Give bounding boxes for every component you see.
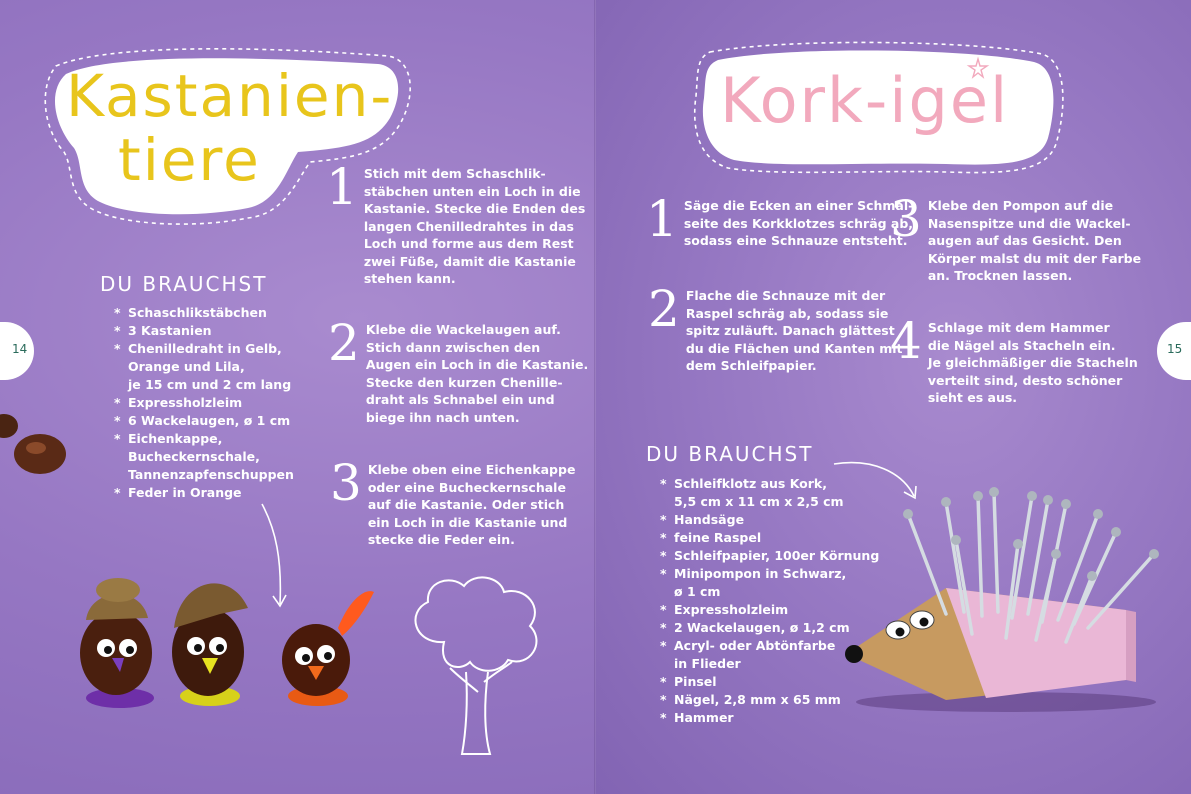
step-number: 1 (646, 190, 678, 248)
materials-heading-left: DU BRAUCHST (100, 272, 268, 296)
page-number-tab-right (1157, 322, 1191, 380)
step-text: Säge die Ecken an einer Schmal- seite des Korkklotzes schräg ab, sodass eine Schnauze entsteht. (683, 198, 914, 248)
left-page (0, 0, 595, 794)
list-item-continued: Bucheckernschale, (128, 449, 260, 464)
step-right-2 (648, 280, 903, 375)
page-number-right: 15 (1167, 342, 1183, 356)
list-item-continued: in Flieder (674, 656, 741, 671)
step-right-1 (646, 190, 914, 250)
list-item: * Feder in Orange (114, 484, 314, 502)
cork-hedgehog-photo (836, 484, 1166, 714)
list-item: * Acryl- oder Abtönfarbe (660, 637, 880, 655)
step-left-2 (328, 314, 589, 426)
step-text: Klebe den Pompon auf die Nasenspitze und die Wackel- augen auf das Gesicht. Den Körper malst du mit der Farbe an. Trocknen lassen. (927, 198, 1142, 283)
title-left-line2: tiere (118, 126, 261, 194)
list-item: * Hammer (660, 709, 880, 727)
list-item-continued: 5,5 cm x 11 cm x 2,5 cm (674, 494, 844, 509)
star-doodle (968, 58, 988, 78)
title-left-line1: Kastanien- (66, 62, 394, 130)
right-page (596, 0, 1191, 794)
step-text: Klebe die Wackelaugen auf. Stich dann zwischen den Augen ein Loch in die Kastanie. Stecke den kurzen Chenille- draht als Schnabel ein und biege ihn nach unten. (365, 322, 589, 425)
step-right-4 (890, 312, 1138, 407)
chestnut-photo-background (0, 410, 70, 480)
list-item: * 3 Kastanien (114, 322, 314, 340)
list-item: * Schleifklotz aus Kork, (660, 475, 880, 493)
list-item: * Nägel, 2,8 mm x 65 mm (660, 691, 880, 709)
step-number: 1 (326, 158, 358, 216)
step-number: 3 (330, 454, 362, 512)
list-item-continued: je 15 cm und 2 cm lang (128, 377, 292, 392)
step-number: 2 (648, 280, 680, 338)
list-item-continued: Tannenzapfenschuppen (128, 467, 294, 482)
list-item: * Schaschlikstäbchen (114, 304, 314, 322)
list-item: * Expressholzleim (660, 601, 880, 619)
list-item: * Eichenkappe, (114, 430, 314, 448)
step-text: Klebe oben eine Eichenkappe oder eine Bucheckernschale auf die Kastanie. Oder stich ein Loch in die Kastanie und stecke die Feder ein. (367, 462, 576, 547)
step-right-3 (890, 190, 1142, 285)
list-item-continued: ø 1 cm (674, 584, 721, 599)
list-item: * 6 Wackelaugen, ø 1 cm (114, 412, 314, 430)
list-item: * Chenilledraht in Gelb, (114, 340, 314, 358)
list-item: * feine Raspel (660, 529, 880, 547)
list-item: * Minipompon in Schwarz, (660, 565, 880, 583)
list-item-continued: Orange und Lila, (128, 359, 245, 374)
page-number-tab-left (0, 322, 34, 380)
step-number: 2 (328, 314, 360, 372)
step-left-3 (330, 454, 576, 549)
chestnut-figures-photo (70, 548, 390, 728)
step-text: Stich mit dem Schaschlik- stäbchen unten ein Loch in die Kastanie. Stecke die Enden des langen Chenilledrahtes in das Loch und forme aus dem Rest zwei Füße, damit die Kastanie stehen kann. (363, 166, 586, 286)
list-item: * Schleifpapier, 100er Körnung (660, 547, 880, 565)
tree-doodle (404, 572, 554, 762)
step-number: 4 (890, 312, 922, 370)
title-right: Kork-igel (720, 64, 1010, 137)
materials-list-left (114, 304, 314, 502)
step-left-1 (326, 158, 586, 288)
list-item: * Expressholzleim (114, 394, 314, 412)
step-text: Schlage mit dem Hammer die Nägel als Stacheln ein. Je gleichmäßiger die Stacheln verteilt sind, desto schöner sieht es aus. (927, 320, 1138, 405)
list-item: * 2 Wackelaugen, ø 1,2 cm (660, 619, 880, 637)
step-number: 3 (890, 190, 922, 248)
step-text: Flache die Schnauze mit der Raspel schräg ab, sodass sie spitz zuläuft. Danach glättest du die Flächen und Kanten mit dem Schleifpapier. (685, 288, 903, 373)
page-number-left: 14 (12, 342, 28, 356)
list-item: * Pinsel (660, 673, 880, 691)
list-item: * Handsäge (660, 511, 880, 529)
materials-heading-right: DU BRAUCHST (646, 442, 814, 466)
